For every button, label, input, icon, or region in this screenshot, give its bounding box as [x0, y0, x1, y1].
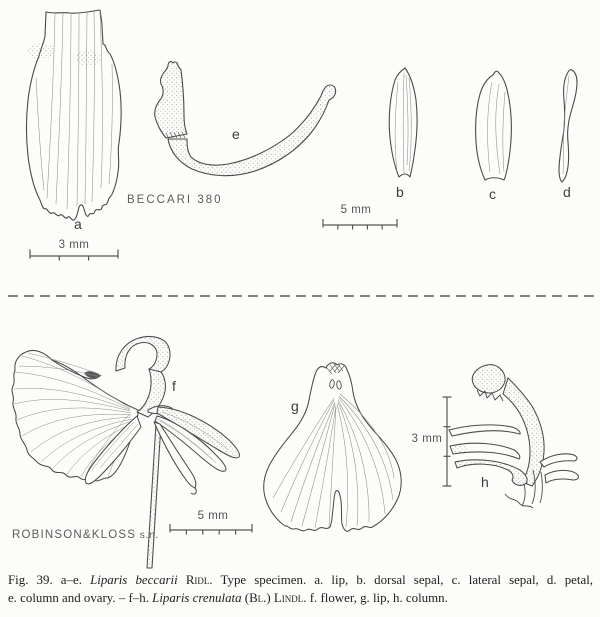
scalebar-e-5mm [323, 219, 397, 230]
caption-line-2 [8, 590, 593, 608]
caption-line-1-rest: Type specimen. a. lip, b. dorsal sepal, c. lateral sepal, d. petal, [212, 573, 593, 587]
scalebar-f-5mm [170, 524, 252, 535]
lip-a-drawing [27, 10, 122, 220]
panel-label-h: h [481, 474, 489, 490]
column-h-drawing [449, 365, 578, 508]
caption-author-2: Lindl. [270, 590, 307, 605]
figure-caption [8, 572, 593, 607]
scalebar-a-3mm [30, 250, 118, 261]
panel-label-f: f [172, 378, 176, 394]
panel-label-e: e [232, 126, 240, 142]
panel-label-g: g [291, 398, 299, 414]
scalebar-h-label: 3 mm [411, 433, 443, 445]
lip-g-drawing [264, 363, 401, 531]
caption-species-1: Liparis beccarii [90, 573, 178, 587]
specimen-name: ROBINSON&KLOSS [12, 529, 137, 541]
specimen-sn: s.n. [136, 530, 160, 541]
column-ovary-e-drawing [155, 62, 336, 176]
panel-label-c: c [489, 186, 496, 202]
panel-label-d: d [563, 184, 571, 200]
caption-species-2: Liparis crenulata [152, 590, 242, 605]
scalebar-e-label: 5 mm [340, 204, 372, 216]
dorsal-sepal-b-drawing [389, 68, 417, 177]
caption-line-2-prefix: e. column and ovary. – f–h. [8, 590, 153, 605]
petal-d-drawing [559, 70, 577, 182]
caption-line-1 [8, 572, 593, 590]
caption-basionym-author: (Bl.) [241, 590, 271, 605]
panel-label-a: a [74, 216, 82, 232]
caption-line-2-rest: f. flower, g. lip, h. column. [306, 590, 448, 605]
scalebar-f-label: 5 mm [197, 510, 229, 522]
caption-fig-number: Fig. 39. a–e. [8, 573, 91, 587]
panel-label-b: b [396, 184, 404, 200]
specimen-label-beccari: BECCARI 380 [127, 194, 223, 206]
specimen-label-robinson-kloss [12, 529, 159, 541]
lateral-sepal-c-drawing [476, 71, 512, 180]
caption-author-1: Ridl. [177, 573, 213, 587]
scalebar-a-label: 3 mm [58, 239, 90, 251]
